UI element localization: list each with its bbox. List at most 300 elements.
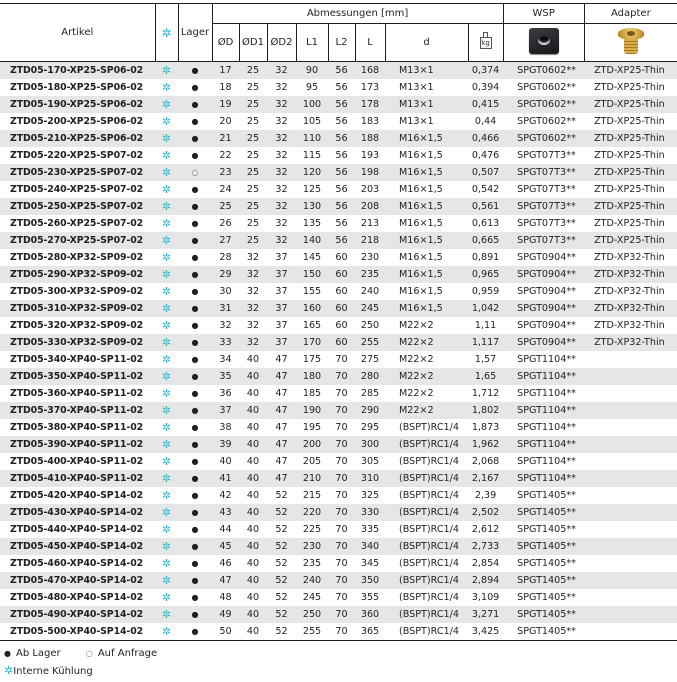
diameter-d1-cell: 25 bbox=[239, 62, 267, 80]
table-row bbox=[0, 436, 677, 453]
lager-cell: ● bbox=[191, 117, 199, 126]
table-row bbox=[0, 538, 677, 555]
artikel-cell: ZTD05-500-XP40-SP14-02 bbox=[0, 623, 155, 641]
wsp-cell: SPGT1405** bbox=[503, 572, 584, 589]
diameter-d2-cell: 37 bbox=[275, 286, 288, 297]
cooling-cell: ✲ bbox=[155, 198, 178, 215]
diameter-d-cell: 31 bbox=[212, 300, 239, 317]
diameter-d1-cell: 25 bbox=[246, 150, 260, 161]
adapter-cell: ZTD-XP25-Thin bbox=[584, 164, 677, 181]
table-row bbox=[0, 521, 677, 538]
length-l-cell: 178 bbox=[355, 96, 385, 113]
artikel-cell: ZTD05-240-XP25-SP07-02 bbox=[10, 184, 144, 195]
adapter-cell bbox=[584, 368, 677, 385]
wsp-cell: SPGT07T3** bbox=[517, 218, 576, 229]
adapter-cell bbox=[584, 385, 677, 402]
table-row bbox=[0, 62, 677, 80]
diameter-d1-cell: 32 bbox=[246, 320, 260, 331]
diameter-d1-cell: 32 bbox=[239, 266, 267, 283]
artikel-cell: ZTD05-450-XP40-SP14-02 bbox=[0, 538, 155, 555]
header-lager: Lager bbox=[178, 4, 212, 62]
artikel-cell: ZTD05-400-XP40-SP11-02 bbox=[10, 456, 144, 467]
diameter-d-cell: 21 bbox=[212, 130, 239, 147]
table-row bbox=[0, 504, 677, 521]
diameter-d-cell: 24 bbox=[219, 184, 232, 195]
wsp-cell: SPGT0602** bbox=[503, 96, 584, 113]
thread-cell: (BSPT)RC1/4 bbox=[399, 524, 459, 535]
lager-cell: ● bbox=[178, 538, 212, 555]
diameter-d-cell: 43 bbox=[212, 504, 239, 521]
diameter-d1-cell: 40 bbox=[239, 504, 267, 521]
length-l2-cell: 56 bbox=[335, 116, 348, 127]
wsp-cell: SPGT0602** bbox=[517, 116, 576, 127]
snowflake-icon: ✲ bbox=[161, 25, 172, 40]
diameter-d-cell: 30 bbox=[219, 286, 232, 297]
weight-cell: 3,425 bbox=[468, 623, 503, 641]
thread-cell: M13×1 bbox=[385, 96, 468, 113]
table-row bbox=[0, 334, 677, 351]
thread-cell: (BSPT)RC1/4 bbox=[399, 558, 459, 569]
cooling-cell: ✲ bbox=[161, 149, 172, 162]
cooling-cell: ✲ bbox=[161, 217, 172, 230]
diameter-d2-cell: 32 bbox=[275, 82, 288, 93]
diameter-d1-cell: 40 bbox=[246, 490, 260, 501]
length-l-cell: 230 bbox=[360, 252, 380, 263]
adapter-cell: ZTD-XP32-Thin bbox=[584, 266, 677, 283]
diameter-d1-cell: 32 bbox=[246, 252, 260, 263]
diameter-d-cell: 37 bbox=[212, 402, 239, 419]
length-l1-cell: 220 bbox=[296, 504, 328, 521]
length-l2-cell: 70 bbox=[335, 524, 348, 535]
header-adapter: Adapter bbox=[584, 4, 677, 24]
table-row bbox=[0, 147, 677, 164]
length-l-cell: 208 bbox=[355, 198, 385, 215]
thread-cell: (BSPT)RC1/4 bbox=[385, 504, 468, 521]
diameter-d-cell: 47 bbox=[212, 572, 239, 589]
length-l1-cell: 135 bbox=[302, 218, 322, 229]
length-l1-cell: 235 bbox=[302, 558, 322, 569]
diameter-d2-cell: 32 bbox=[267, 130, 296, 147]
diameter-d-cell: 19 bbox=[212, 96, 239, 113]
diameter-d2-cell: 32 bbox=[275, 116, 288, 127]
length-l1-cell: 215 bbox=[302, 490, 322, 501]
header-col-l1: L1 bbox=[296, 24, 328, 62]
diameter-d-cell: 22 bbox=[219, 150, 232, 161]
diameter-d-cell: 41 bbox=[212, 470, 239, 487]
lager-cell: ● bbox=[191, 593, 199, 602]
artikel-cell: ZTD05-420-XP40-SP14-02 bbox=[10, 490, 144, 501]
weight-cell: 3,271 bbox=[468, 606, 503, 623]
diameter-d1-cell: 40 bbox=[239, 623, 267, 641]
adapter-cell bbox=[584, 402, 677, 419]
thread-cell: (BSPT)RC1/4 bbox=[385, 538, 468, 555]
table-row bbox=[0, 470, 677, 487]
adapter-cell: ZTD-XP25-Thin bbox=[594, 184, 665, 195]
lager-cell: ● bbox=[178, 402, 212, 419]
cooling-cell: ✲ bbox=[161, 353, 172, 366]
weight-cell: 1,962 bbox=[468, 436, 503, 453]
cooling-cell: ✲ bbox=[155, 606, 178, 623]
diameter-d-cell: 48 bbox=[219, 592, 232, 603]
lager-cell: ● bbox=[178, 96, 212, 113]
table-row bbox=[0, 130, 677, 147]
diameter-d1-cell: 25 bbox=[246, 82, 260, 93]
lager-cell: ● bbox=[178, 470, 212, 487]
length-l2-cell: 56 bbox=[335, 150, 348, 161]
lager-cell: ● bbox=[191, 253, 199, 262]
thread-cell: M22×2 bbox=[399, 354, 434, 365]
length-l2-cell: 70 bbox=[328, 504, 355, 521]
length-l2-cell: 56 bbox=[328, 164, 355, 181]
diameter-d1-cell: 40 bbox=[239, 470, 267, 487]
artikel-cell: ZTD05-200-XP25-SP06-02 bbox=[10, 116, 144, 127]
weight-cell: 1,117 bbox=[468, 334, 503, 351]
lager-cell: ● bbox=[191, 287, 199, 296]
length-l-cell: 345 bbox=[360, 558, 380, 569]
adapter-cell bbox=[584, 470, 677, 487]
diameter-d-cell: 33 bbox=[212, 334, 239, 351]
length-l2-cell: 70 bbox=[335, 422, 348, 433]
artikel-cell: ZTD05-330-XP32-SP09-02 bbox=[0, 334, 155, 351]
thread-cell: M16×1,5 bbox=[399, 184, 443, 195]
thread-cell: M16×1,5 bbox=[399, 252, 443, 263]
lager-cell: ● bbox=[178, 623, 212, 641]
table-body bbox=[0, 62, 677, 641]
length-l2-cell: 70 bbox=[328, 623, 355, 641]
diameter-d1-cell: 25 bbox=[239, 130, 267, 147]
thread-cell: M13×1 bbox=[399, 82, 434, 93]
table-row bbox=[0, 606, 677, 623]
weight-cell: 2,612 bbox=[471, 524, 500, 535]
cooling-cell: ✲ bbox=[155, 436, 178, 453]
table-row bbox=[0, 368, 677, 385]
table-row bbox=[0, 164, 677, 181]
diameter-d2-cell: 52 bbox=[275, 490, 288, 501]
adapter-cell: ZTD-XP25-Thin bbox=[594, 82, 665, 93]
diameter-d-cell: 49 bbox=[212, 606, 239, 623]
lager-cell: ● bbox=[178, 130, 212, 147]
diameter-d1-cell: 40 bbox=[246, 592, 260, 603]
length-l2-cell: 70 bbox=[335, 354, 348, 365]
table-row bbox=[0, 232, 677, 249]
lager-cell: ● bbox=[178, 198, 212, 215]
diameter-d-cell: 50 bbox=[212, 623, 239, 641]
thread-cell: M16×1,5 bbox=[399, 150, 443, 161]
length-l2-cell: 56 bbox=[335, 82, 348, 93]
length-l-cell: 330 bbox=[355, 504, 385, 521]
diameter-d2-cell: 32 bbox=[267, 232, 296, 249]
diameter-d-cell: 23 bbox=[212, 164, 239, 181]
weight-cell: 2,068 bbox=[471, 456, 500, 467]
weight-cell: 2,854 bbox=[471, 558, 500, 569]
artikel-cell: ZTD05-180-XP25-SP06-02 bbox=[10, 82, 144, 93]
artikel-cell: ZTD05-310-XP32-SP09-02 bbox=[0, 300, 155, 317]
wsp-cell: SPGT0602** bbox=[503, 62, 584, 80]
diameter-d1-cell: 40 bbox=[239, 402, 267, 419]
lager-cell: ● bbox=[178, 62, 212, 80]
diameter-d2-cell: 52 bbox=[267, 572, 296, 589]
adapter-cell bbox=[584, 504, 677, 521]
wsp-cell: SPGT1405** bbox=[517, 592, 576, 603]
on-request-icon: ○ bbox=[85, 649, 93, 658]
length-l-cell: 350 bbox=[355, 572, 385, 589]
thread-cell: (BSPT)RC1/4 bbox=[385, 436, 468, 453]
adapter-cell: ZTD-XP25-Thin bbox=[584, 96, 677, 113]
weight-cell: 1,11 bbox=[474, 320, 497, 331]
cooling-cell: ✲ bbox=[155, 62, 178, 80]
diameter-d-cell: 26 bbox=[219, 218, 232, 229]
header-adapter-image bbox=[584, 24, 677, 62]
length-l1-cell: 175 bbox=[302, 354, 322, 365]
length-l-cell: 300 bbox=[355, 436, 385, 453]
cooling-cell: ✲ bbox=[155, 504, 178, 521]
lager-cell: ● bbox=[191, 151, 199, 160]
weight-kg-icon: kg bbox=[480, 32, 492, 50]
diameter-d1-cell: 40 bbox=[239, 368, 267, 385]
wsp-cell: SPGT1405** bbox=[517, 490, 576, 501]
table-row bbox=[0, 266, 677, 283]
thread-cell: (BSPT)RC1/4 bbox=[385, 606, 468, 623]
adapter-cell bbox=[584, 589, 677, 606]
length-l-cell: 295 bbox=[360, 422, 380, 433]
length-l1-cell: 145 bbox=[302, 252, 322, 263]
length-l1-cell: 140 bbox=[296, 232, 328, 249]
artikel-cell: ZTD05-220-XP25-SP07-02 bbox=[10, 150, 144, 161]
weight-cell: 2,894 bbox=[468, 572, 503, 589]
length-l-cell: 290 bbox=[355, 402, 385, 419]
length-l2-cell: 60 bbox=[335, 286, 348, 297]
artikel-cell: ZTD05-380-XP40-SP11-02 bbox=[10, 422, 144, 433]
diameter-d-cell: 27 bbox=[212, 232, 239, 249]
length-l1-cell: 190 bbox=[296, 402, 328, 419]
artikel-cell: ZTD05-460-XP40-SP14-02 bbox=[10, 558, 144, 569]
weight-cell: 0,891 bbox=[471, 252, 500, 263]
lager-cell: ● bbox=[178, 368, 212, 385]
header-wsp-image bbox=[503, 24, 584, 62]
diameter-d2-cell: 37 bbox=[267, 334, 296, 351]
length-l1-cell: 150 bbox=[296, 266, 328, 283]
diameter-d-cell: 25 bbox=[212, 198, 239, 215]
thread-cell: M16×1,5 bbox=[399, 218, 443, 229]
thread-cell: M22×2 bbox=[385, 334, 468, 351]
length-l2-cell: 70 bbox=[328, 436, 355, 453]
header-dimensions-group: Abmessungen [mm] bbox=[212, 4, 503, 24]
adapter-cell: ZTD-XP32-Thin bbox=[584, 300, 677, 317]
weight-cell: 1,712 bbox=[471, 388, 500, 399]
table-row bbox=[0, 487, 677, 504]
table-row bbox=[0, 351, 677, 368]
artikel-cell: ZTD05-230-XP25-SP07-02 bbox=[0, 164, 155, 181]
lager-cell: ● bbox=[178, 504, 212, 521]
adapter-cell: ZTD-XP25-Thin bbox=[584, 232, 677, 249]
lager-cell: ● bbox=[178, 606, 212, 623]
diameter-d2-cell: 52 bbox=[275, 524, 288, 535]
length-l1-cell: 195 bbox=[302, 422, 322, 433]
weight-cell: 3,109 bbox=[471, 592, 500, 603]
length-l2-cell: 70 bbox=[328, 572, 355, 589]
cooling-cell: ✲ bbox=[155, 368, 178, 385]
length-l2-cell: 56 bbox=[335, 218, 348, 229]
artikel-cell: ZTD05-290-XP32-SP09-02 bbox=[0, 266, 155, 283]
length-l2-cell: 70 bbox=[335, 558, 348, 569]
length-l2-cell: 56 bbox=[328, 130, 355, 147]
weight-cell: 2,502 bbox=[468, 504, 503, 521]
thread-cell: M22×2 bbox=[399, 388, 434, 399]
weight-cell: 0,394 bbox=[471, 82, 500, 93]
diameter-d2-cell: 52 bbox=[267, 623, 296, 641]
length-l1-cell: 240 bbox=[296, 572, 328, 589]
length-l1-cell: 200 bbox=[296, 436, 328, 453]
artikel-cell: ZTD05-390-XP40-SP11-02 bbox=[0, 436, 155, 453]
thread-cell: M16×1,5 bbox=[385, 266, 468, 283]
length-l-cell: 255 bbox=[355, 334, 385, 351]
diameter-d1-cell: 32 bbox=[239, 300, 267, 317]
diameter-d1-cell: 40 bbox=[246, 524, 260, 535]
diameter-d2-cell: 47 bbox=[267, 368, 296, 385]
thread-cell: M16×1,5 bbox=[385, 130, 468, 147]
header-col-d1: ØD1 bbox=[239, 24, 267, 62]
diameter-d-cell: 42 bbox=[219, 490, 232, 501]
diameter-d-cell: 35 bbox=[212, 368, 239, 385]
length-l-cell: 198 bbox=[355, 164, 385, 181]
adapter-cell bbox=[584, 419, 677, 436]
diameter-d1-cell: 25 bbox=[246, 218, 260, 229]
adapter-cell: ZTD-XP25-Thin bbox=[594, 150, 665, 161]
artikel-cell: ZTD05-350-XP40-SP11-02 bbox=[0, 368, 155, 385]
wsp-cell: SPGT1104** bbox=[503, 402, 584, 419]
lager-cell: ● bbox=[191, 423, 199, 432]
artikel-cell: ZTD05-370-XP40-SP11-02 bbox=[0, 402, 155, 419]
length-l2-cell: 56 bbox=[328, 198, 355, 215]
lager-cell: ● bbox=[178, 266, 212, 283]
cooling-cell: ✲ bbox=[161, 81, 172, 94]
length-l-cell: 275 bbox=[360, 354, 380, 365]
weight-cell: 0,44 bbox=[474, 116, 497, 127]
length-l2-cell: 70 bbox=[335, 388, 348, 399]
length-l2-cell: 70 bbox=[335, 456, 348, 467]
adapter-cell bbox=[584, 606, 677, 623]
length-l1-cell: 120 bbox=[296, 164, 328, 181]
adapter-cell: ZTD-XP32-Thin bbox=[594, 252, 665, 263]
thread-cell: (BSPT)RC1/4 bbox=[385, 623, 468, 641]
wsp-cell: SPGT1104** bbox=[517, 354, 576, 365]
diameter-d2-cell: 32 bbox=[267, 62, 296, 80]
cooling-cell: ✲ bbox=[161, 319, 172, 332]
product-spec-table bbox=[0, 3, 677, 641]
thread-cell: (BSPT)RC1/4 bbox=[399, 490, 459, 501]
diameter-d2-cell: 47 bbox=[275, 422, 288, 433]
table-row bbox=[0, 283, 677, 300]
diameter-d2-cell: 37 bbox=[267, 300, 296, 317]
diameter-d2-cell: 47 bbox=[275, 456, 288, 467]
weight-cell: 1,873 bbox=[471, 422, 500, 433]
diameter-d2-cell: 32 bbox=[267, 96, 296, 113]
cooling-cell: ✲ bbox=[155, 572, 178, 589]
adapter-cell bbox=[584, 521, 677, 538]
diameter-d1-cell: 25 bbox=[246, 184, 260, 195]
diameter-d1-cell: 25 bbox=[239, 232, 267, 249]
length-l1-cell: 230 bbox=[296, 538, 328, 555]
weight-cell: 2,733 bbox=[468, 538, 503, 555]
adapter-cell: ZTD-XP25-Thin bbox=[584, 130, 677, 147]
diameter-d-cell: 18 bbox=[219, 82, 232, 93]
diameter-d-cell: 44 bbox=[219, 524, 232, 535]
adapter-cell bbox=[584, 555, 677, 572]
artikel-cell: ZTD05-250-XP25-SP07-02 bbox=[0, 198, 155, 215]
length-l-cell: 285 bbox=[360, 388, 380, 399]
length-l1-cell: 90 bbox=[296, 62, 328, 80]
length-l2-cell: 56 bbox=[335, 184, 348, 195]
wsp-cell: SPGT07T3** bbox=[517, 184, 576, 195]
length-l2-cell: 56 bbox=[328, 96, 355, 113]
length-l1-cell: 205 bbox=[302, 456, 322, 467]
table-row bbox=[0, 96, 677, 113]
diameter-d2-cell: 52 bbox=[267, 606, 296, 623]
diameter-d-cell: 32 bbox=[219, 320, 232, 331]
diameter-d-cell: 46 bbox=[219, 558, 232, 569]
diameter-d2-cell: 32 bbox=[275, 184, 288, 195]
cooling-cell: ✲ bbox=[155, 623, 178, 641]
wsp-cell: SPGT1405** bbox=[503, 606, 584, 623]
diameter-d2-cell: 32 bbox=[267, 164, 296, 181]
weight-cell: 2,167 bbox=[468, 470, 503, 487]
diameter-d2-cell: 52 bbox=[267, 538, 296, 555]
length-l-cell: 280 bbox=[355, 368, 385, 385]
wsp-cell: SPGT1405** bbox=[517, 524, 576, 535]
length-l1-cell: 100 bbox=[296, 96, 328, 113]
diameter-d2-cell: 37 bbox=[267, 266, 296, 283]
artikel-cell: ZTD05-280-XP32-SP09-02 bbox=[10, 252, 144, 263]
cooling-cell: ✲ bbox=[155, 130, 178, 147]
length-l1-cell: 105 bbox=[302, 116, 322, 127]
length-l-cell: 365 bbox=[355, 623, 385, 641]
length-l-cell: 240 bbox=[360, 286, 380, 297]
cooling-cell: ✲ bbox=[155, 334, 178, 351]
wsp-cell: SPGT1405** bbox=[503, 623, 584, 641]
weight-cell: 0,561 bbox=[468, 198, 503, 215]
adapter-cell: ZTD-XP32-Thin bbox=[594, 286, 665, 297]
diameter-d1-cell: 32 bbox=[246, 286, 260, 297]
weight-cell: 0,476 bbox=[471, 150, 500, 161]
wsp-cell: SPGT07T3** bbox=[503, 164, 584, 181]
lager-cell: ● bbox=[191, 457, 199, 466]
diameter-d1-cell: 25 bbox=[246, 116, 260, 127]
adapter-cell: ZTD-XP25-Thin bbox=[584, 62, 677, 80]
length-l1-cell: 180 bbox=[296, 368, 328, 385]
weight-cell: 0,965 bbox=[468, 266, 503, 283]
lager-cell: ● bbox=[191, 389, 199, 398]
wsp-cell: SPGT1104** bbox=[503, 470, 584, 487]
length-l2-cell: 60 bbox=[328, 334, 355, 351]
adapter-cell: ZTD-XP32-Thin bbox=[594, 320, 665, 331]
length-l2-cell: 60 bbox=[335, 252, 348, 263]
cooling-cell: ✲ bbox=[155, 470, 178, 487]
in-stock-icon: ● bbox=[4, 649, 11, 658]
thread-cell: (BSPT)RC1/4 bbox=[399, 422, 459, 433]
diameter-d1-cell: 40 bbox=[246, 354, 260, 365]
table-row bbox=[0, 572, 677, 589]
thread-cell: M22×2 bbox=[399, 320, 434, 331]
diameter-d2-cell: 52 bbox=[275, 592, 288, 603]
adapter-cell: ZTD-XP32-Thin bbox=[584, 334, 677, 351]
artikel-cell: ZTD05-490-XP40-SP14-02 bbox=[0, 606, 155, 623]
artikel-cell: ZTD05-270-XP25-SP07-02 bbox=[0, 232, 155, 249]
diameter-d1-cell: 40 bbox=[246, 388, 260, 399]
diameter-d-cell: 38 bbox=[219, 422, 232, 433]
lager-cell: ● bbox=[178, 572, 212, 589]
artikel-cell: ZTD05-170-XP25-SP06-02 bbox=[0, 62, 155, 80]
adapter-cell bbox=[584, 572, 677, 589]
